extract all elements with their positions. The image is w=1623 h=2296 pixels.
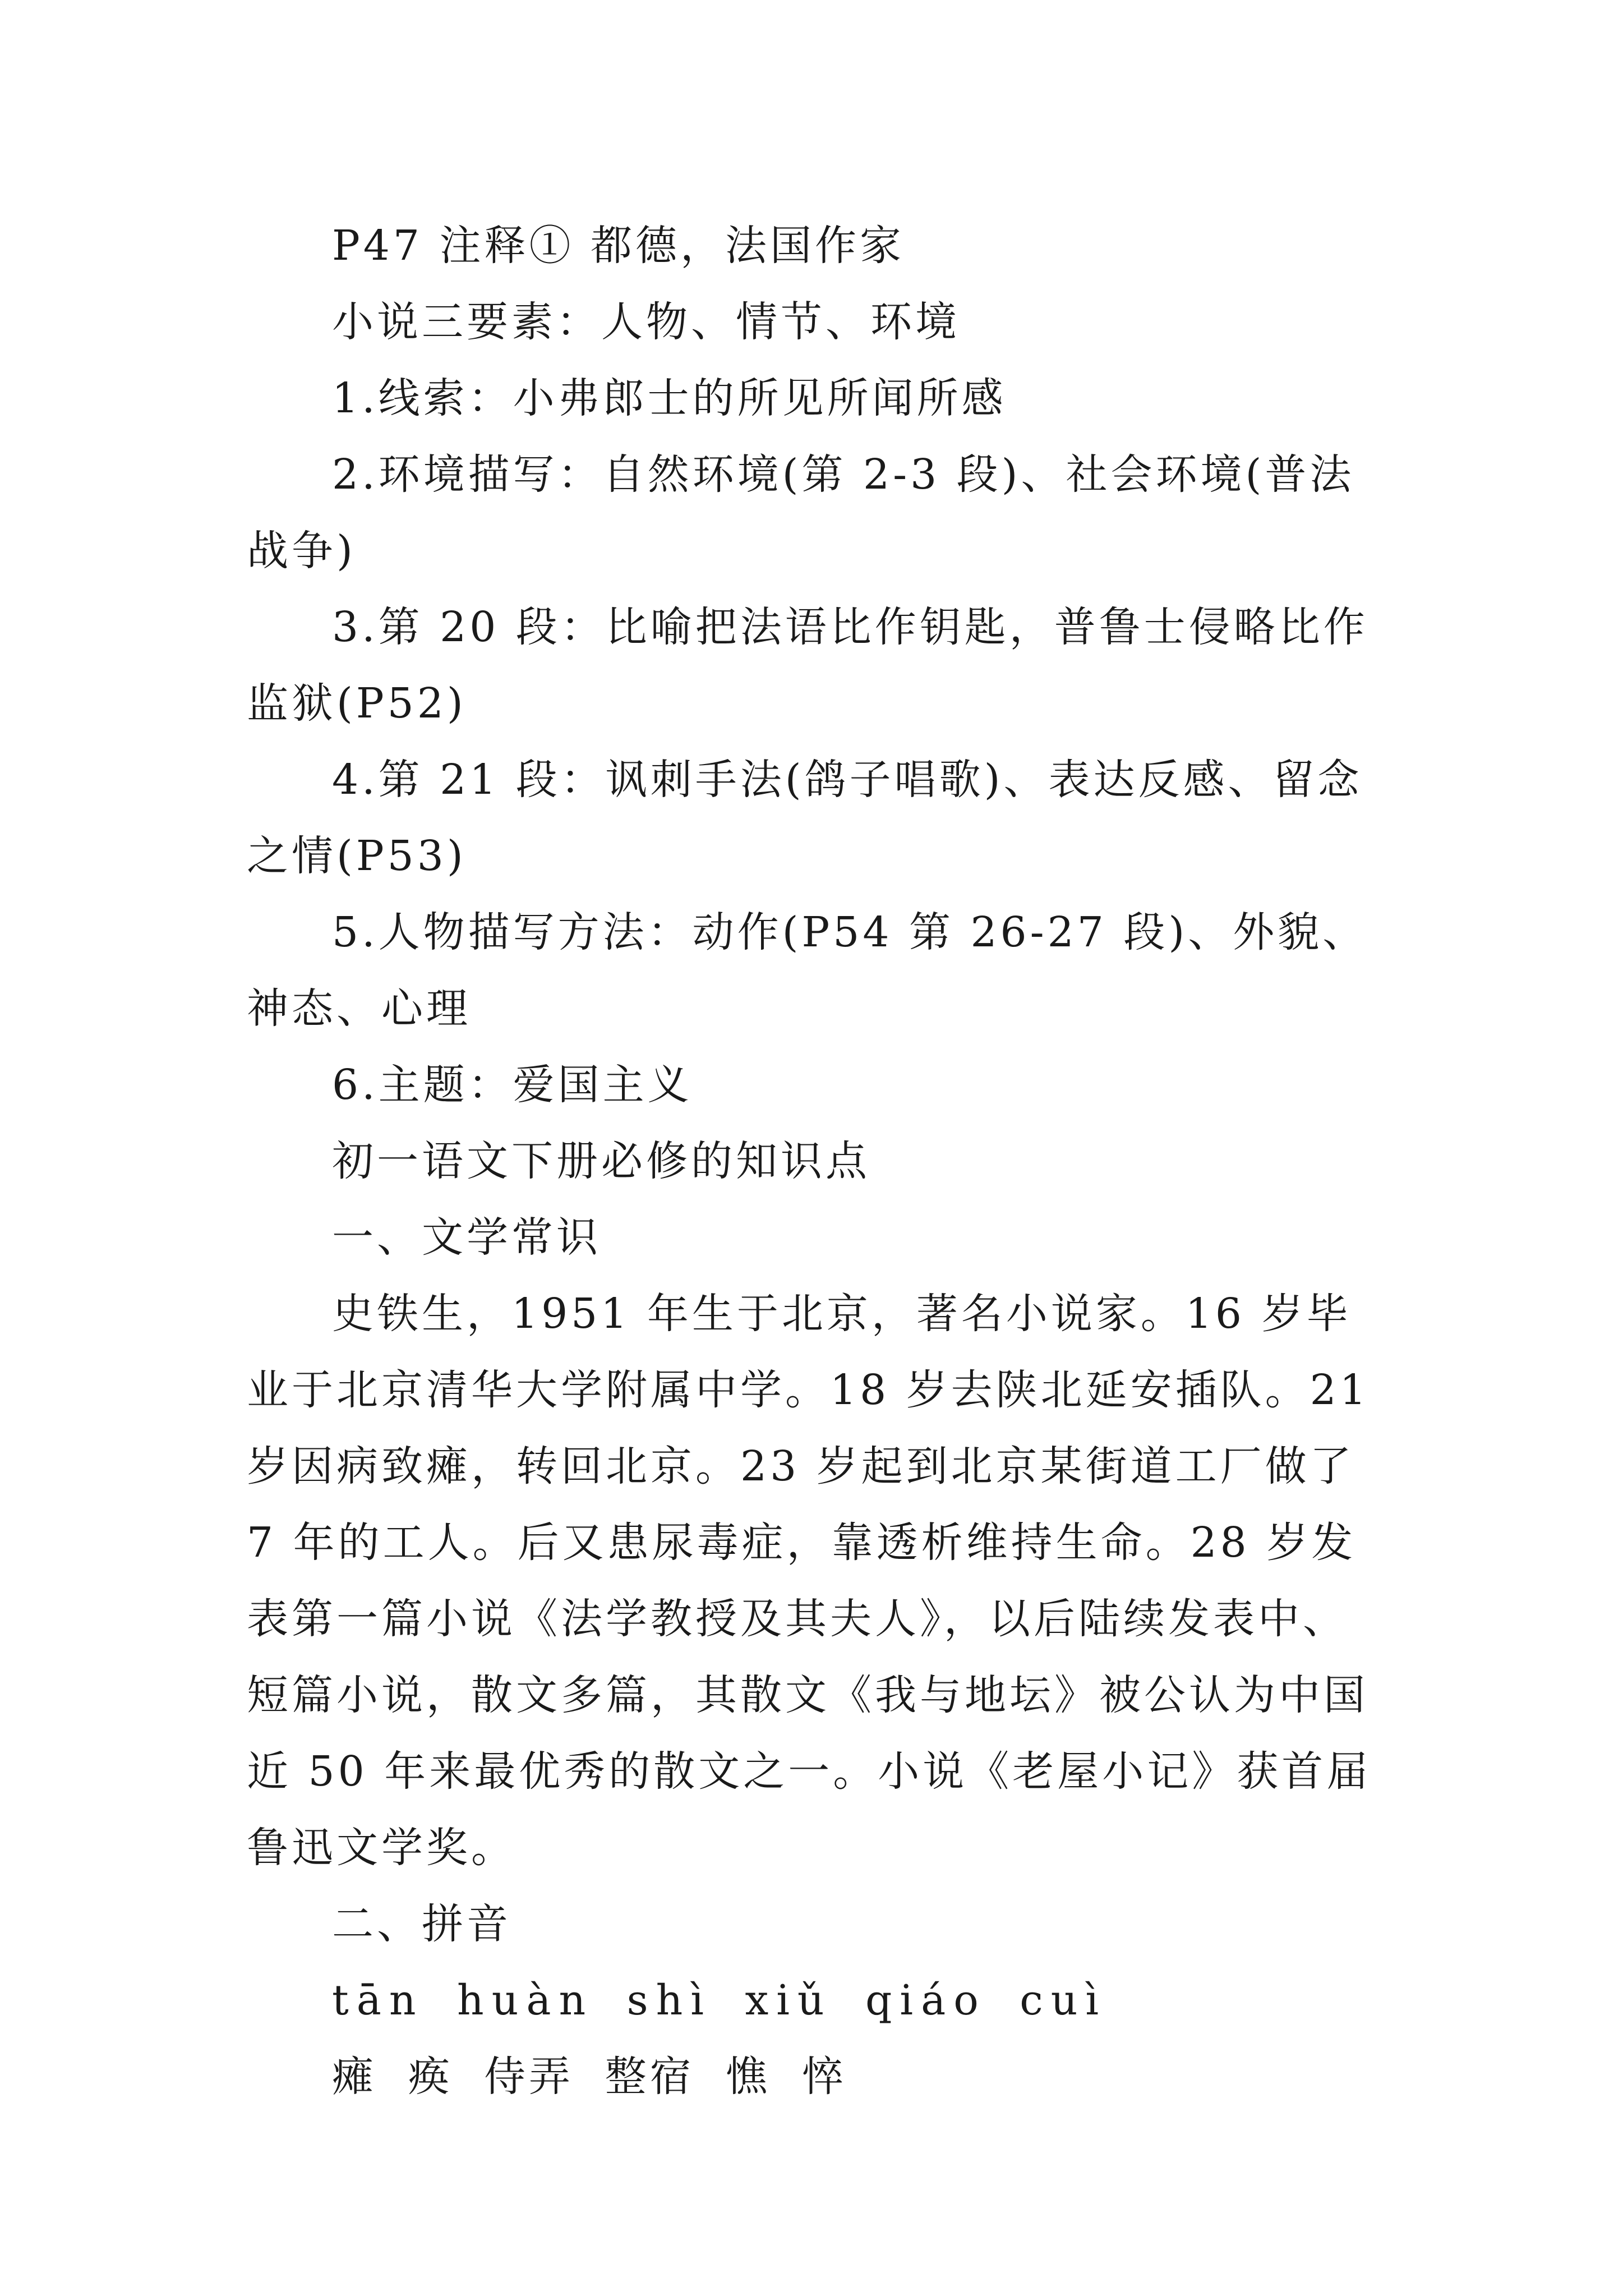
section-heading-literary-knowledge: 一、文学常识 [332,1213,601,1262]
novel-elements-line: 小说三要素：人物、情节、环境 [332,298,960,346]
section-heading-pinyin: 二、拼音 [332,1900,511,1948]
point-3-metaphor: 3.第 20 段：比喻把法语比作钥匙，普鲁士侵略比作监狱(P52) [247,603,1368,728]
section-heading-knowledge-points: 初一语文下册必修的知识点 [332,1137,870,1185]
point-4-satire: 4.第 21 段：讽刺手法(鸽子唱歌)、表达反感、留念之情(P53) [247,756,1363,880]
document-body [247,208,1380,2115]
point-2-environment: 2.环境描写：自然环境(第 2-3 段)、社会环境(普法战争) [247,450,1355,575]
point-5-character-description: 5.人物描写方法：动作(P54 第 26-27 段)、外貌、神态、心理 [247,908,1368,1033]
author-biography: 史铁生，1951 年生于北京，著名小说家。16 岁毕业于北京清华大学附属中学。18 岁去陕北延安插队。21 岁因病致瘫，转回北京。23 岁起到北京某街道工厂做了 7 年的工人。后又患尿毒症，靠透析维持生命。28 岁发表第一篇小说《法学教授及其夫人》，以后陆续发表中、短篇小说，散文多篇，其散文《我与地坛》被公认为中国近 50 年来最优秀的散文之一。小说《老屋小记》获首届鲁迅文学奖。 [247,1290,1372,1872]
point-6-theme: 6.主题：爱国主义 [332,1061,693,1109]
point-1-clue: 1.线索：小弗郎士的所见所闻所感 [332,374,1007,422]
characters-line: 瘫 痪 侍弄 整宿 憔 悴 [332,2053,847,2101]
annotation-line: P47 注释① 都德，法国作家 [332,222,905,270]
pinyin-line: tān huàn shì xiǔ qiáo cuì [332,1976,1107,2024]
